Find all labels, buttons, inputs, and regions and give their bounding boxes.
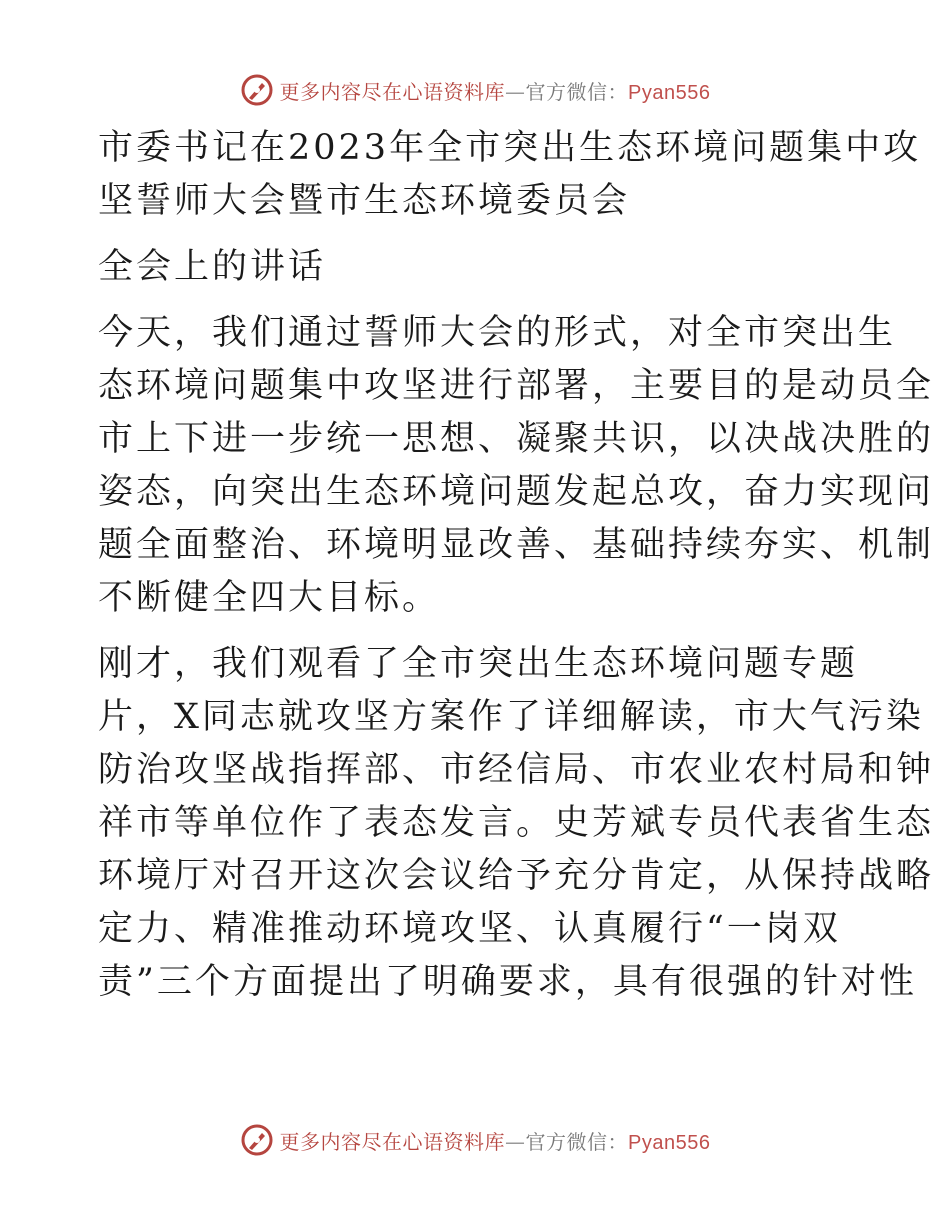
banner-wechat-id: Pyan556	[628, 1131, 711, 1154]
pen-logo-icon	[240, 1123, 274, 1157]
paragraph-line: 定力、精准推动环境攻坚、认真履行“一岗双	[98, 909, 841, 949]
paragraph-line: 姿态，向突出生态环境问题发起总攻，奋力实现问	[98, 472, 935, 512]
banner-wechat-id: Pyan556	[628, 81, 711, 104]
banner-separator: —	[505, 79, 526, 104]
banner-text	[280, 76, 711, 105]
paragraph-line: 祥市等单位作了表态发言。史芳斌专员代表省生态	[98, 803, 935, 843]
paragraph-line: 不断健全四大目标。	[98, 578, 441, 618]
paragraph-2	[98, 638, 935, 1009]
paragraph-line: 片，X同志就攻坚方案作了详细解读，市大气污染	[98, 697, 924, 737]
subtitle-line: 全会上的讲话	[98, 247, 327, 287]
title-line: 市委书记在2023年全市突出生态环境问题集中攻	[98, 128, 922, 168]
paragraph-line: 市上下进一步统一思想、凝聚共识，以决战决胜的	[98, 419, 935, 459]
banner-official-label: 官方微信：	[525, 1129, 629, 1154]
paragraph-line: 环境厅对召开这次会议给予充分肯定，从保持战略	[98, 856, 935, 896]
header-banner	[0, 70, 950, 110]
pen-logo-icon	[240, 73, 274, 107]
banner-separator: —	[505, 1129, 526, 1154]
paragraph-line: 题全面整治、环境明显改善、基础持续夯实、机制	[98, 525, 935, 565]
paragraph-line: 刚才，我们观看了全市突出生态环境问题专题	[98, 644, 859, 684]
paragraph-line: 责”三个方面提出了明确要求，具有很强的针对性	[98, 962, 917, 1002]
paragraph-line: 今天，我们通过誓师大会的形式，对全市突出生	[98, 313, 897, 353]
banner-official-label: 官方微信：	[525, 79, 629, 104]
paragraph-line: 防治攻坚战指挥部、市经信局、市农业农村局和钟	[98, 750, 935, 790]
footer-banner	[0, 1120, 950, 1160]
banner-main-text: 更多内容尽在心语资料库	[279, 1129, 506, 1154]
banner-text	[280, 1126, 711, 1155]
title-line: 坚誓师大会暨市生态环境委员会	[98, 181, 631, 221]
paragraph-1	[98, 307, 935, 625]
banner-main-text: 更多内容尽在心语资料库	[279, 79, 506, 104]
paragraph-line: 态环境问题集中攻坚进行部署，主要目的是动员全	[98, 366, 935, 406]
document-body	[98, 122, 935, 1009]
